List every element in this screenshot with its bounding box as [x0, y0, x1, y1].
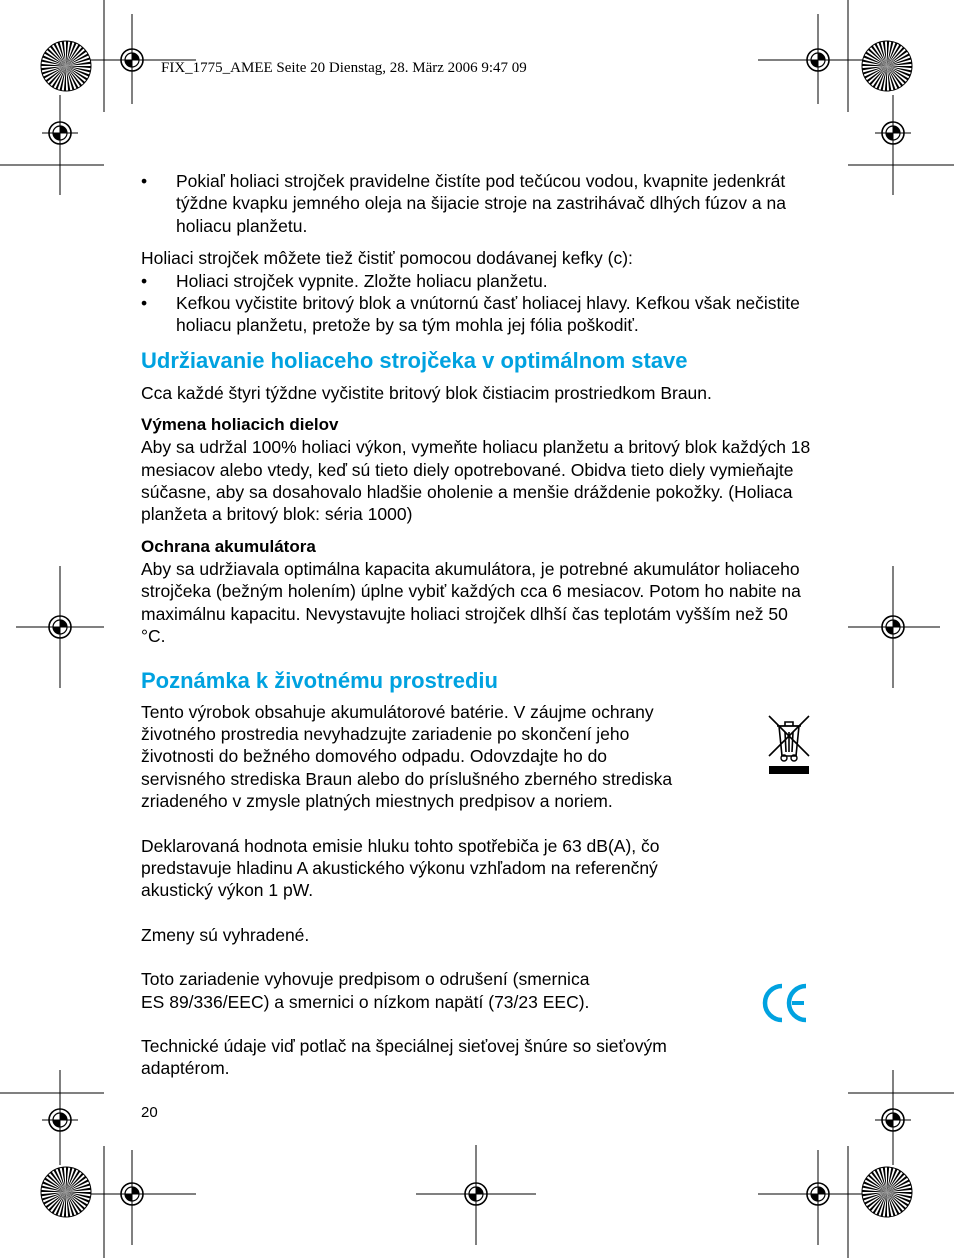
list-item: • Pokiaľ holiaci strojček pravidelne čistíte pod tečúcou vodou, kvapnite jedenkrát týždne kvapku jemného oleja na šijacie stroje na zastrihávač dlhých fúzov a na holiacu planžetu. [141, 171, 786, 236]
registration-mark-icon [42, 609, 78, 645]
registration-mark-icon [800, 1176, 836, 1212]
crossed-out-wheelie-bin-icon [765, 712, 813, 776]
replacement-text: Aby sa udržal 100% holiaci výkon, vymeňte holiacu planžetu a britový blok každých 18 mesiacov alebo vtedy, keď sú tieto diely opotrebované. Obidva tieto diely vymieňajte súčasne, aby sa dosahovalo hladšie oholenie a menšie dráždenie pokožky. (Holiaca planžeta a britový blok: séria 1000) [141, 437, 811, 525]
registration-mark-icon [875, 1102, 911, 1138]
brush-steps-list [141, 270, 811, 337]
environment-text: Tento výrobok obsahuje akumulátorové batérie. V záujme ochrany životného prostredia nevyhadzujte zariadenie po skončení jeho životnosti do bežného domového odpadu. Odovzdajte ho do servisného strediska Braun alebo do príslušného zberného strediska zriadeného v zmysle platných miestnych predpisov a noriem. [141, 701, 673, 812]
list-item: • Kefkou vyčistite britový blok a vnútornú časť holiacej hlavy. Kefkou však nečistite holiacu planžetu, pretože by sa tým mohla jej fólia poškodiť. [141, 293, 800, 336]
registration-mark-icon [114, 1176, 150, 1212]
bullet: • [141, 270, 148, 291]
radial-star-target-icon [41, 1167, 91, 1217]
registration-mark-icon [458, 1176, 494, 1212]
subheading-replacement: Výmena holiacich dielov [141, 415, 339, 435]
page-number: 20 [141, 1104, 158, 1121]
page-content [141, 170, 811, 1080]
radial-star-target-icon [41, 41, 91, 91]
heading-environment: Poznámka k životnému prostrediu [141, 667, 498, 693]
registration-mark-icon [875, 115, 911, 151]
radial-star-target-icon [862, 41, 912, 91]
radial-star-target-icon [862, 1167, 912, 1217]
print-slug: FIX_1775_AMEE Seite 20 Dienstag, 28. März 2006 9:47 09 [161, 60, 527, 76]
heading-maintenance: Udržiavanie holiaceho strojčeka v optimálnom stave [141, 347, 688, 373]
maintenance-text: Cca každé štyri týždne vyčistite britový blok čistiacim prostriedkom Braun. [141, 382, 712, 403]
brush-intro: Holiaci strojček môžete tiež čistiť pomocou dodávanej kefky (c): [141, 248, 633, 269]
registration-mark-icon [875, 609, 911, 645]
noise-text: Deklarovaná hodnota emisie hluku tohto spotřebiča je 63 dB(A), čo predstavuje hladinu A akustického výkonu vzhľadom na referenčný akustický výkon 1 pW. [141, 835, 660, 901]
registration-mark-icon [42, 1102, 78, 1138]
bullet: • [141, 171, 148, 191]
bullet: • [141, 293, 148, 314]
subheading-battery: Ochrana akumulátora [141, 536, 316, 556]
list-item: • Holiaci strojček vypnite. Zložte holiacu planžetu. [141, 270, 548, 291]
registration-mark-icon [114, 42, 150, 78]
ce-mark-icon [760, 980, 810, 1026]
technical-data-text: Technické údaje viď potlač na špeciálnej sieťovej šnúre so sieťovým adaptérom. [141, 1035, 667, 1079]
registration-mark-icon [42, 115, 78, 151]
battery-text: Aby sa udržiavala optimálna kapacita akumulátora, je potrebné akumulátor holiaceho strojčeka (bežným holením) úplne vybiť každých cca 6 mesiacov. Potom ho nabite na maximálnu kapacitu. Nevystavujte holiaci strojček dlhší čas teplotám vyšším než 50 °C. [141, 558, 801, 647]
registration-mark-icon [800, 42, 836, 78]
changes-reserved: Zmeny sú vyhradené. [141, 924, 310, 945]
compliance-text: Toto zariadenie vyhovuje predpisom o odrušení (smernica ES 89/336/EEC) a smernici o nízkom napätí (73/23 EEC). [141, 969, 590, 1012]
cleaning-oil-list [141, 170, 811, 237]
